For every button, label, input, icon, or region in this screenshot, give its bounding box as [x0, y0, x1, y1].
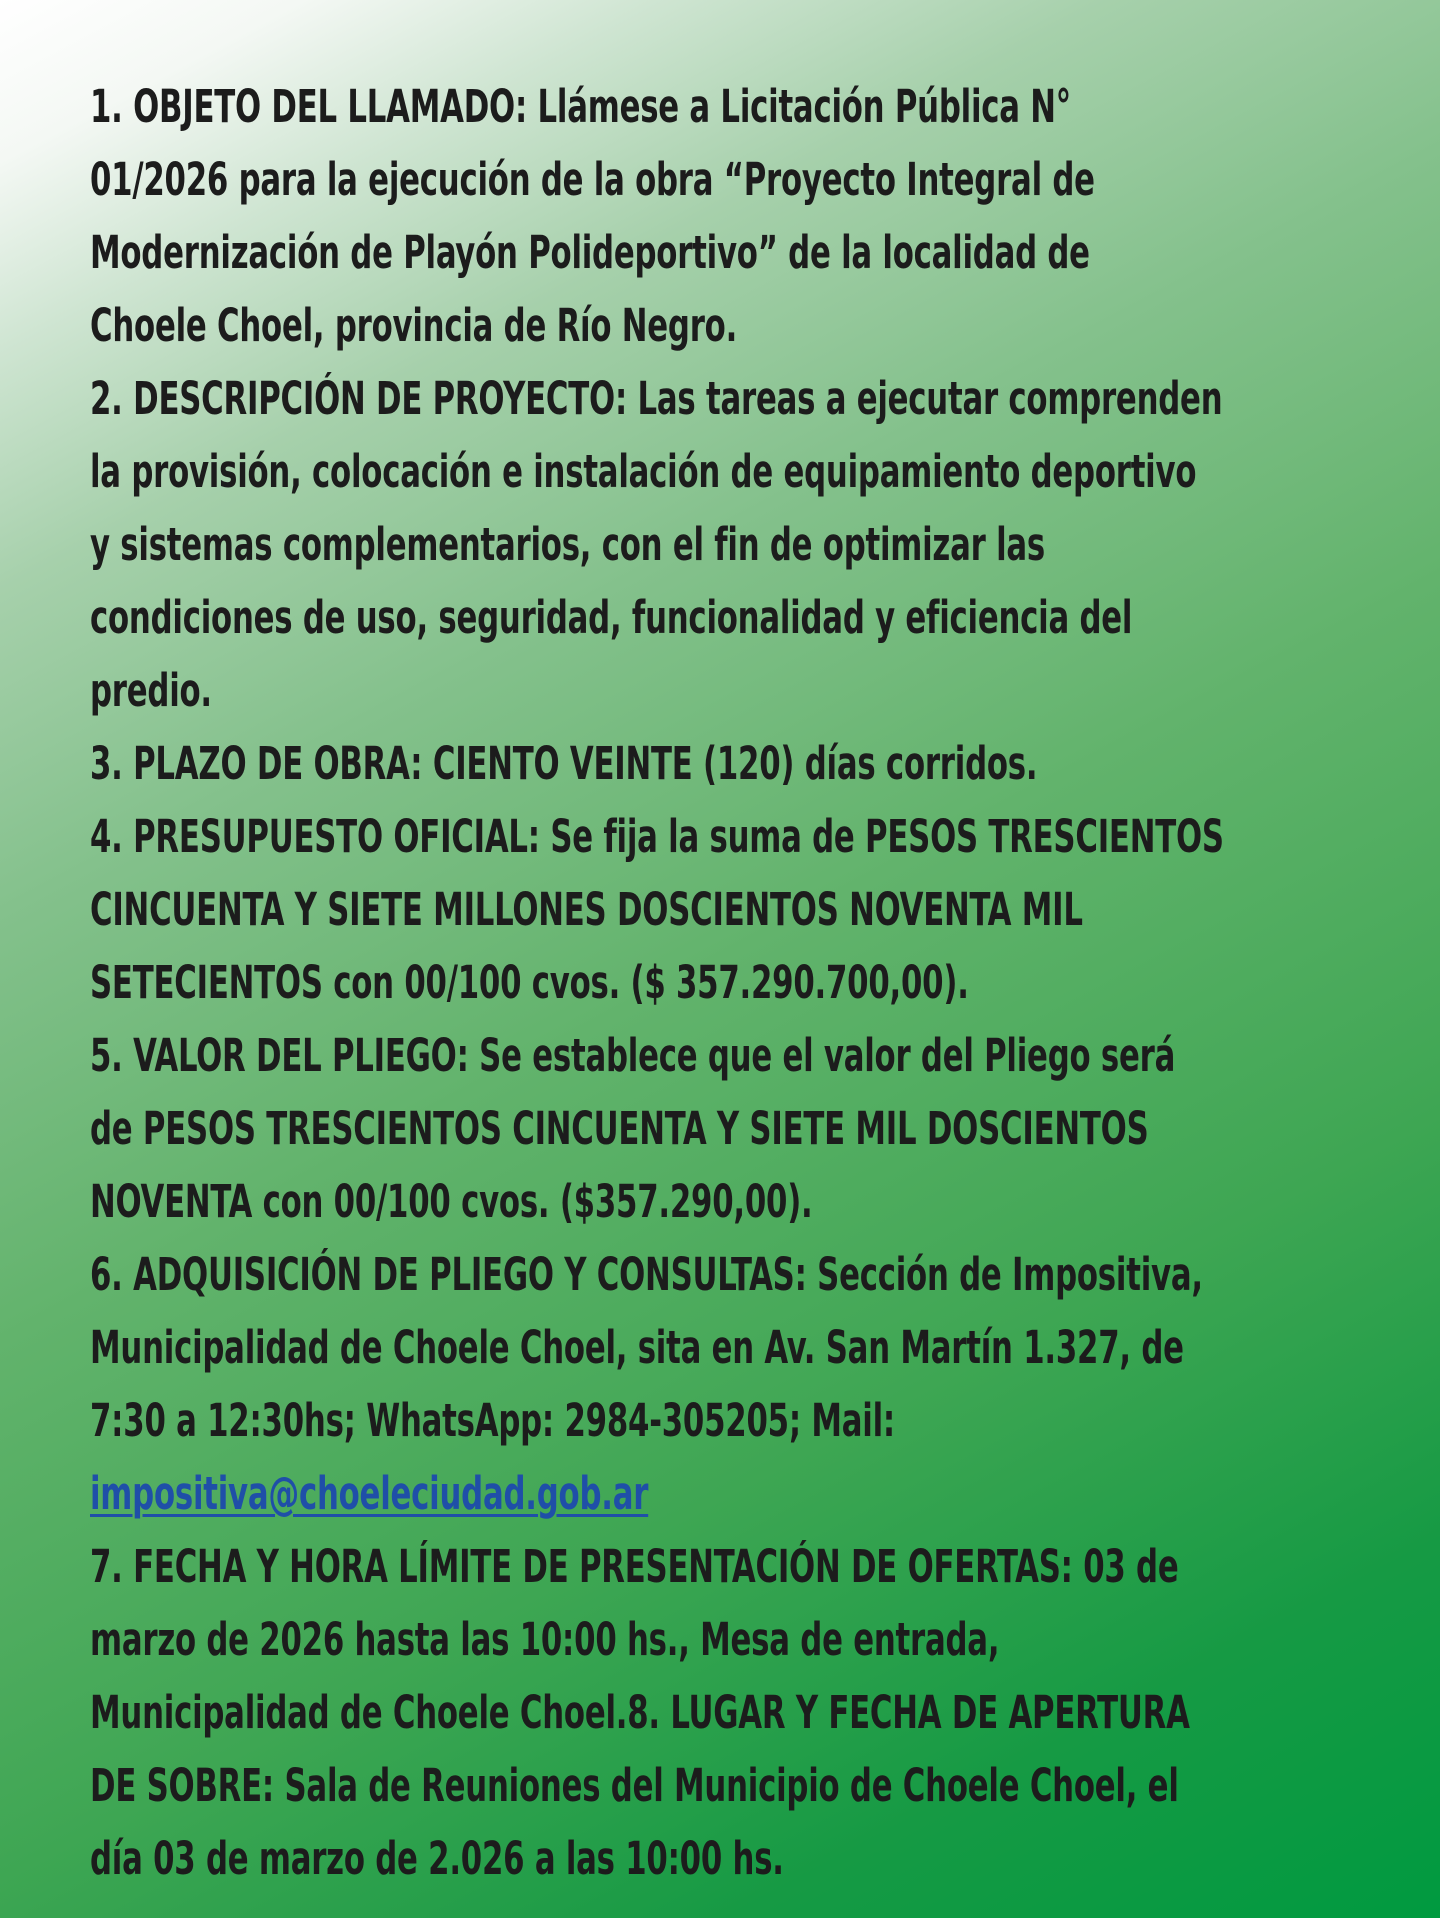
notice-line: Municipalidad de Choele Choel, sita en Av. San Martín 1.327, de: [90, 1321, 1184, 1374]
notice-line: 3. PLAZO DE OBRA: CIENTO VEINTE (120) días corridos.: [90, 737, 1038, 790]
notice-line: 4. PRESUPUESTO OFICIAL: Se fija la suma de PESOS TRESCIENTOS: [90, 810, 1224, 863]
notice-line: de PESOS TRESCIENTOS CINCUENTA Y SIETE MIL DOSCIENTOS: [90, 1102, 1149, 1155]
tender-notice: [90, 70, 1390, 1895]
notice-line: 7. FECHA Y HORA LÍMITE DE PRESENTACIÓN DE OFERTAS: 03 de: [90, 1540, 1179, 1593]
notice-line: 1. OBJETO DEL LLAMADO: Llámese a Licitación Pública N°: [90, 80, 1071, 133]
email-link[interactable]: impositiva@choeleciudad.gob.ar: [90, 1467, 649, 1520]
notice-line: marzo de 2026 hasta las 10:00 hs., Mesa de entrada,: [90, 1613, 1000, 1666]
notice-line: NOVENTA con 00/100 cvos. ($357.290,00).: [90, 1175, 813, 1228]
notice-line: predio.: [90, 664, 212, 717]
notice-line: 5. VALOR DEL PLIEGO: Se establece que el valor del Pliego será: [90, 1029, 1176, 1082]
notice-line: CINCUENTA Y SIETE MILLONES DOSCIENTOS NOVENTA MIL: [90, 883, 1083, 936]
notice-line: SETECIENTOS con 00/100 cvos. ($ 357.290.700,00).: [90, 956, 969, 1009]
notice-line: Choele Choel, provincia de Río Negro.: [90, 299, 738, 352]
notice-line: Modernización de Playón Polideportivo” de la localidad de: [90, 226, 1090, 279]
notice-line: 6. ADQUISICIÓN DE PLIEGO Y CONSULTAS: Sección de Impositiva,: [90, 1248, 1203, 1301]
notice-line: y sistemas complementarios, con el fin de optimizar las: [90, 518, 1045, 571]
notice-line: día 03 de marzo de 2.026 a las 10:00 hs.: [90, 1832, 784, 1885]
notice-line: Municipalidad de Choele Choel.8. LUGAR Y FECHA DE APERTURA: [90, 1686, 1190, 1739]
notice-line: 2. DESCRIPCIÓN DE PROYECTO: Las tareas a ejecutar comprenden: [90, 372, 1223, 425]
notice-line: DE SOBRE: Sala de Reuniones del Municipio de Choele Choel, el: [90, 1759, 1179, 1812]
email-line: [90, 1457, 1078, 1530]
notice-line: condiciones de uso, seguridad, funcionalidad y eficiencia del: [90, 591, 1133, 644]
notice-line: la provisión, colocación e instalación de equipamiento deportivo: [90, 445, 1197, 498]
notice-line: 01/2026 para la ejecución de la obra “Proyecto Integral de: [90, 153, 1095, 206]
notice-line: 7:30 a 12:30hs; WhatsApp: 2984-305205; Mail:: [90, 1394, 896, 1447]
